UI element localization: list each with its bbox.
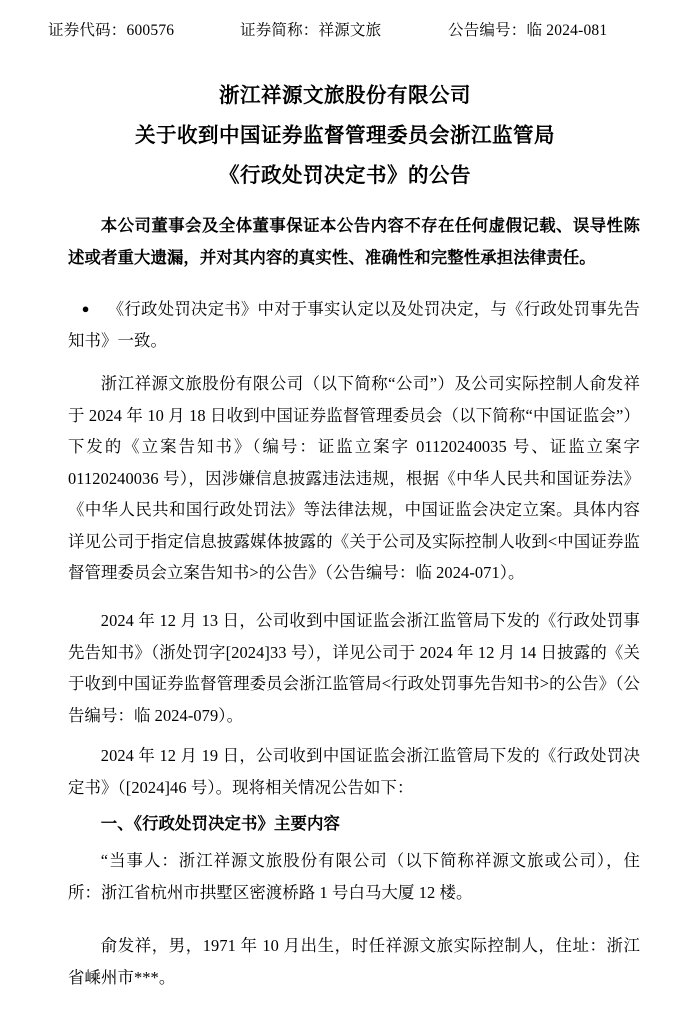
security-code-value: 600576 [126, 22, 175, 39]
document-header [48, 19, 648, 43]
security-code [48, 19, 174, 43]
announcement-number-label: 公告编号： [448, 22, 527, 39]
announcement-number [448, 19, 607, 43]
case-filing-paragraph: 浙江祥源文旅股份有限公司（以下简称“公司”）及公司实际控制人俞发祥于 2024 年 10 月 18 日收到中国证券监督管理委员会（以下简称“中国证监会”）下发的《立案告知书》（编号：证监立案字 01120240035 号、证监立案字 01120240036 号），因涉嫌信息披露违法违规，根据《中华人民共和国证券法》《中华人民共和国行政处罚法》等法律法规，中国证监会决定立案。具体内容详见公司于指定信息披露媒体披露的《关于公司及实际控制人收到<中国证券监督管理委员会立案告知书>的公告》（公告编号：临 2024-071）。 [68, 374, 640, 582]
title-line-document: 《行政处罚决定书》的公告 [219, 165, 471, 187]
security-abbreviation [240, 19, 381, 43]
party-company-paragraph: “当事人：浙江祥源文旅股份有限公司（以下简称祥源文旅或公司），住所：浙江省杭州市拱墅区密渡桥路 1 号白马大厦 12 楼。 [68, 851, 640, 902]
bullet-paragraph-text: 《行政处罚决定书》中对于事实认定以及处罚决定，与《行政处罚事先告知书》一致。 [68, 299, 640, 350]
disclaimer-paragraph: 本公司董事会及全体董事保证本公告内容不存在任何虚假记载、误导性陈述或者重大遗漏，并对其内容的真实性、准确性和完整性承担法律责任。 [68, 216, 640, 267]
page-title [45, 76, 645, 196]
section-heading-one: 一、《行政处罚决定书》主要内容 [100, 814, 340, 833]
announcement-number-value: 临 2024-081 [526, 22, 608, 39]
bullet-icon: ● [81, 301, 90, 316]
penalty-decision-paragraph: 2024 年 12 月 19 日，公司收到中国证监会浙江监管局下发的《行政处罚决定书》（[2024]46 号）。现将相关情况公告如下： [68, 746, 640, 797]
bullet-paragraph [68, 293, 640, 357]
security-abbreviation-label: 证券简称： [240, 22, 319, 39]
title-line-subject: 关于收到中国证券监督管理委员会浙江监管局 [135, 125, 555, 147]
title-line-company: 浙江祥源文旅股份有限公司 [219, 85, 471, 107]
security-code-label: 证券代码： [48, 22, 127, 39]
security-abbreviation-value: 祥源文旅 [318, 22, 382, 39]
prior-notice-paragraph: 2024 年 12 月 13 日，公司收到中国证监会浙江监管局下发的《行政处罚事先告知书》（浙处罚字[2024]33 号），详见公司于 2024 年 12 月 14 日披露的《关于收到中国证券监督管理委员会浙江监管局<行政处罚事先告知书>的公告》（公告编号：临 2024-079）。 [68, 611, 640, 725]
party-person-paragraph: 俞发祥，男，1971 年 10 月出生，时任祥源文旅实际控制人，住址：浙江省嵊州市***。 [68, 936, 640, 987]
